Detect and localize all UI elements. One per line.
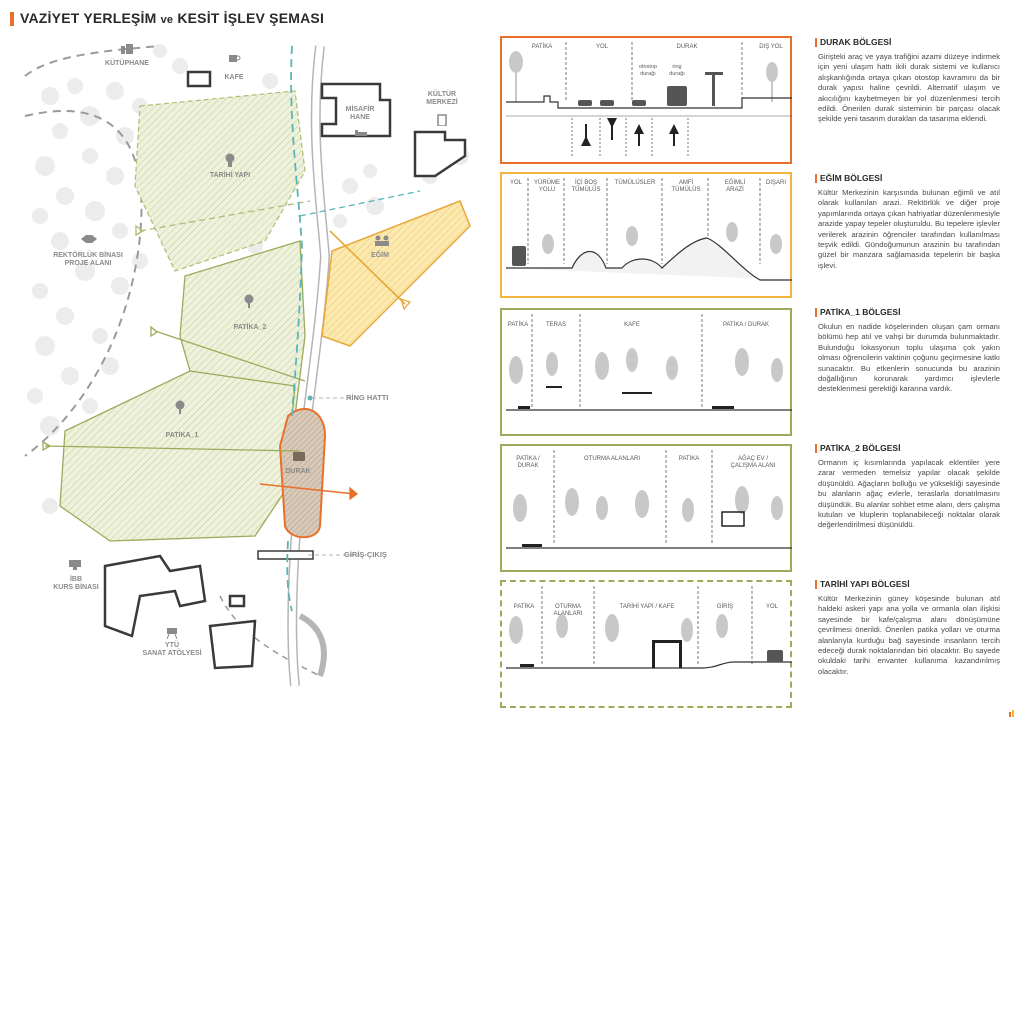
library-icon [120, 42, 134, 54]
corner-mark-icon [1009, 704, 1015, 712]
patika2-label-1: OTURMA ALANLARI [583, 456, 640, 462]
egim-label-6: DIŞARI [765, 180, 786, 186]
label-ytu: YTÜ SANAT ATÖLYESİ [142, 642, 202, 657]
patika1-label-0: PATİKA [507, 322, 529, 328]
label-kutuphane: KÜTÜPHANE [105, 60, 149, 67]
label-egim: EĞİM [371, 252, 389, 259]
egim-label-3: TÜMÜLÜSLER [614, 180, 656, 186]
bed-icon [354, 125, 368, 137]
body-patika2: Ormanın iç kısımlarında yapılacak eklentiler yere zarar vermeden temelsiz yapılar olacak şekilde düşünüldü. Ağaçların bolluğu ve yüksekliği sayesinde bu alanların ağaç evlerle, teraslarla donatılmasını düşündük. Bu alanlar sohbet etme alanı, ders çalışma kutuları ve kluplerin toplanabileceği noktalar olarak değerlendirilmesi düşünüldü. [818, 458, 1000, 530]
section-durak-drawing [502, 38, 794, 166]
durak-label-3: DIŞ YOL [759, 44, 783, 50]
tree-house-icon [242, 294, 256, 306]
page-title [20, 10, 324, 26]
handshake-icon [80, 232, 94, 244]
label-ring-hatti: RİNG HATTI [346, 393, 389, 402]
title-rest: KESİT İŞLEV ŞEMASI [177, 10, 325, 26]
section-patika1-drawing [502, 310, 794, 438]
site-plan-map [20, 36, 480, 686]
body-patika1: Okulun en nadide köşelerinden oluşan çam ormanı bölümü hep atıl ve vahşi bir durumda bulunmaktadır. Bulunduğu lokasyonun toplu ulaşıma çok yakın olması öğrencilerin vaktinin çoğunu geçirmesine katkı sunacaktır. Bu etkenlerin sonucunda bu arazinin doğallığının korunarak yardımcı işlevlerle desteklenmesi gerektiği kararına vardık. [818, 322, 1000, 394]
egim-label-4: AMFİ TÜMÜLÜS [671, 180, 701, 193]
heading-patika1: PATİKA_1 BÖLGESİ [815, 308, 900, 317]
label-durak: DURAK [285, 468, 311, 475]
title-accent-bar [10, 12, 14, 26]
section-egim [500, 172, 792, 298]
durak-sub-0: otostop durağı [638, 64, 658, 77]
egim-label-2: İÇİ BOŞ TÜMÜLÜS [571, 180, 601, 193]
patika1-label-3: PATİKA / DURAK [722, 322, 770, 328]
tree-icon [173, 400, 187, 412]
label-patika1: PATİKA_1 [165, 432, 199, 439]
patika2-label-0: PATİKA / DURAK [516, 456, 540, 469]
door-icon [435, 113, 449, 125]
zone-tarihi-yapi[interactable] [135, 91, 305, 271]
label-kafe: KAFE [224, 74, 244, 81]
tarihi-label-0: PATİKA [513, 604, 535, 610]
egim-label-1: YÜRÜME YOLU [533, 180, 560, 193]
tarihi-label-4: YOL [765, 604, 778, 610]
bus-icon [292, 450, 306, 462]
patika2-label-2: PATİKA [678, 456, 700, 462]
label-kultur-merkezi: KÜLTÜR MERKEZİ [426, 91, 458, 106]
section-durak [500, 36, 792, 164]
group-icon [374, 234, 388, 246]
label-misafirhane: MİSAFİR HANE [345, 106, 375, 121]
title-connector: ve [160, 14, 174, 26]
coffee-icon [227, 50, 241, 62]
label-rektorluk: REKTÖRLÜK BİNASI PROJE ALANI [53, 252, 123, 267]
body-tarihi: Kültür Merkezinin güney köşesinde bulunan atıl haldeki askeri yapı ana yolla ve ormanla olan ilişkisi sayesinde bir kafe/çalışma alanı dönüşümüne çevrilmesi önerildi. Önerilen patika yolları ve oturma alanlarıyla kurduğu bağ sayesinde insanların tercih edeceği durak noktalarından biri olacaktır. Bu sayede okuldaki tarihi envanter kullanıma kazandırılmış olacaktır. [818, 594, 1000, 676]
title-main: VAZİYET YERLEŞİM [20, 10, 157, 26]
label-tarihi-yapi: TARİHİ YAPI [209, 172, 251, 179]
durak-sub-1: ring durağı [669, 64, 685, 77]
durak-label-0: PATİKA [531, 44, 553, 50]
body-durak: Girişteki araç ve yaya trafiğini azami düzeye indirmek için yeni ulaşım hattı ikili durak sistemi ve kullanıcı alışkanlığında ortaya çıkan otostop kavramını da bir durak yapısı haline çevrildi. Alternatif ulaşım ve akıcılığını kaybetmeyen bir yol düzenlenmesi tercih edildi. Önerilen durak sisteminin bir parçası olacak şekilde yeni tasarım durakları da tasarıma eklendi. [818, 52, 1000, 124]
patika2-label-3: AĞAÇ EV / ÇALIŞMA ALANI [730, 456, 776, 469]
section-patika1 [500, 308, 792, 436]
tarihi-label-1: OTURMA ALANLARI [553, 604, 583, 617]
body-egim: Kültür Merkezinin karşısında bulunan eğimli ve atıl olarak kullanılan arazi. Rektörlük ve diğer proje yapımlarında ortaya çıkan hafriyatlar düzenlenmesiyle arazide yapay tepeler oluşturuldu. Bu tepelere işlevler verilerek arazinin öğrenciler tarafından kullanılması teşvik edildi. Gündoğumunun arazinin bu tarafından güzel bir manzara sağlamasıda tepelerin bir başka işlevi. [818, 188, 1000, 270]
classroom-icon [68, 558, 82, 570]
durak-label-1: YOL [595, 44, 608, 50]
heading-durak: DURAK BÖLGESİ [815, 38, 891, 47]
zone-patika-1[interactable] [60, 371, 295, 541]
patika1-label-2: KAFE [624, 322, 640, 328]
tarihi-label-3: GİRİŞ [716, 604, 734, 610]
heading-tarihi: TARİHİ YAPI BÖLGESİ [815, 580, 910, 589]
section-tarihi-yapi [500, 580, 792, 708]
egim-label-5: EĞİMLİ ARAZİ [724, 180, 746, 193]
section-patika2 [500, 444, 792, 572]
historic-building-icon [223, 153, 237, 165]
tarihi-label-2: TARİHİ YAPI / KAFE [619, 604, 675, 610]
easel-icon [165, 626, 179, 638]
label-ibb: İBB KURS BİNASI [53, 576, 99, 591]
section-tarihi-drawing [502, 582, 794, 710]
durak-label-2: DURAK [676, 44, 698, 50]
heading-egim: EĞİM BÖLGESİ [815, 174, 882, 183]
heading-patika2: PATİKA_2 BÖLGESİ [815, 444, 900, 453]
label-giris-cikis: GİRİŞ-ÇIKIŞ [344, 550, 387, 559]
label-patika2: PATİKA_2 [233, 324, 267, 331]
patika1-label-1: TERAS [545, 322, 566, 328]
egim-label-0: YOL [509, 180, 522, 186]
